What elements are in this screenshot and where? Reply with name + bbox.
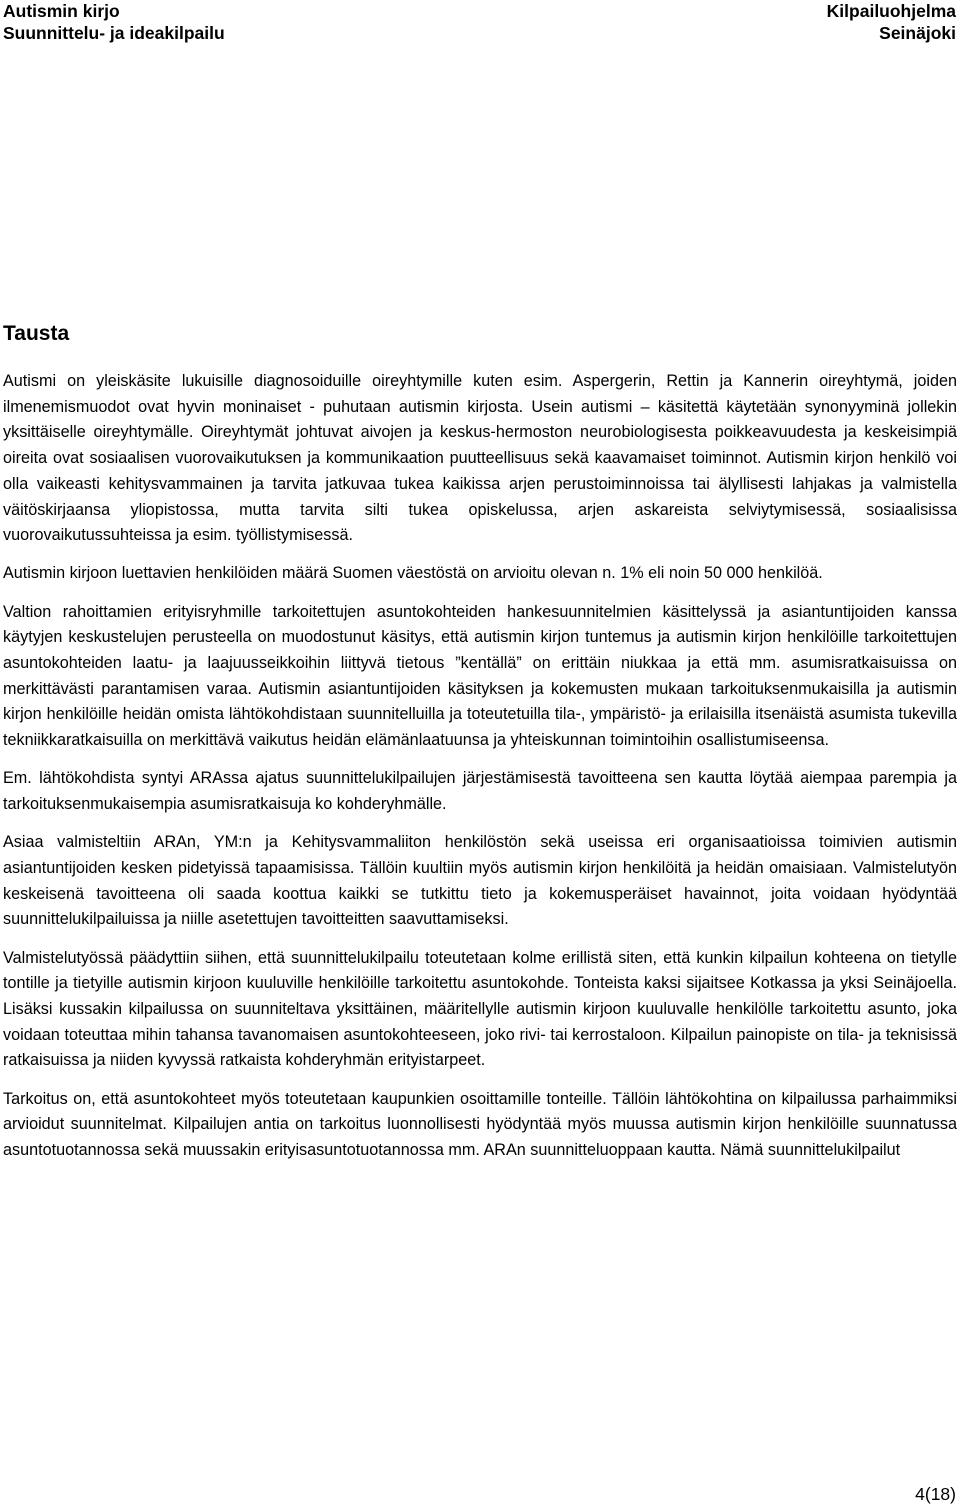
- paragraph-4: Em. lähtökohdista syntyi ARAssa ajatus suunnittelukilpailujen järjestämisestä tavoitteena sen kautta löytää aiempaa parempia ja tarkoituksenmukaisempia asumisratkaisuja ko kohderyhmälle.: [3, 769, 957, 814]
- paragraph-5: Asiaa valmisteltiin ARAn, YM:n ja Kehitysvammaliiton henkilöstön sekä useissa eri organisaatioissa toimivien autismin asiantuntijoiden kesken pidetyissä tapaamisissa. Tällöin kuultiin myös autismin kirjon henkilöitä ja heidän omaisiaan. Valmistelutyön keskeisenä tavoitteena oli saada koottua kaikki se tutkittu tieto ja kokemusperäiset havainnot, joita voidaan hyödyntää suunnittelukilpailuissa ja niille asetettujen tavoitteitten saavuttamiseksi.: [3, 833, 957, 929]
- header-location: Seinäjoki: [879, 23, 956, 43]
- section-title: Tausta: [3, 322, 70, 345]
- paragraph-2: Autismin kirjoon luettavien henkilöiden määrä Suomen väestöstä on arvioitu olevan n. 1% eli noin 50 000 henkilöä.: [3, 564, 823, 583]
- page-number: 4(18): [915, 1484, 956, 1504]
- body-text: [3, 369, 957, 1176]
- paragraph-3: Valtion rahoittamien erityisryhmille tarkoitettujen asuntokohteiden hankesuunnitelmien käsittelyssä ja asiantuntijoiden kanssa käytyjen keskustelujen perusteella on muodostunut käsitys, että autismin kirjon tuntemus ja autismin kirjon henkilöille tarkoitettujen asuntokohteiden laatu- ja laajuusseikkoihin liittyvä tietous ”kentällä” on erittäin niukkaa ja että mm. asumisratkaisuissa on merkittävästi parantamisen varaa. Autismin asiantuntijoiden käsityksen ja kokemusten mukaan tarkoituksenmukaisilla ja autismin kirjon henkilöille heidän omista lähtökohdistaan suunnitelluilla ja toteutetuilla tila-, ympäristö- ja erilaisilla itsenäistä asumista tukevilla tekniikkaratkaisuilla on merkittävä vaikutus heidän elämänlaatuunsa ja yhteiskunnan toimintoihin osallistumiseensa.: [3, 602, 957, 750]
- document-header-right: [827, 0, 956, 44]
- paragraph-7: Tarkoitus on, että asuntokohteet myös toteutetaan kaupunkien osoittamille tonteille. Tällöin lähtökohtina on kilpailussa parhaimmiksi arvioidut suunnitelmat. Kilpailujen antia on tarkoitus luonnollisesti hyödyntää myös muussa autismin kirjon henkilöille suunnatussa asuntotuotannossa sekä muussakin erityisasuntotuotannossa mm. ARAn suunnitteluoppaan kautta. Nämä suunnittelukilpailut: [3, 1089, 957, 1159]
- header-doc-type: Kilpailuohjelma: [826, 1, 956, 21]
- paragraph-1: Autismi on yleiskäsite lukuisille diagnosoiduille oireyhtymille kuten esim. Aspergerin, Rettin ja Kannerin oireyhtymä, joiden ilmenemismuodot ovat hyvin moninaiset - puhutaan autismin kirjosta. Usein autismi – käsitettä käytetään synonyyminä jollekin yksittäiselle oireyhtymälle. Oireyhtymät johtuvat aivojen ja keskus-hermoston neurobiologisesta poikkeavuudesta ja keskeisimpiä oireita ovat sosiaalisen vuorovaikutuksen ja kommunikaation puutteellisuus sekä kaavamaiset toiminnot. Autismin kirjon henkilö voi olla vaikeasti kehitysvammainen ja tarvita jatkuvaa tukea kaikissa arjen perustoiminnoissa tai älyllisesti lahjakas ja valmistella väitöskirjaansa yliopistossa, mutta tarvita silti tukea opiskelussa, arjen askareista selviytymisessä, sosiaalisissa vuorovaikutussuhteissa ja esim. työllistymisessä.: [3, 372, 957, 545]
- header-title: Autismin kirjo: [3, 1, 120, 21]
- document-header-left: [3, 0, 225, 44]
- paragraph-6: Valmistelutyössä päädyttiin siihen, että suunnittelukilpailu toteutetaan kolme erillistä siten, että kunkin kilpailun kohteena on tietylle tontille ja tietyille autismin kirjoon kuuluville henkilöille tarkoitettu asuntokohde. Tonteista kaksi sijaitsee Kotkassa ja yksi Seinäjoella. Lisäksi kussakin kilpailussa on suunniteltava yksittäinen, määritellylle autismin kirjoon kuuluvalle henkilölle tarkoitettu asunto, joka voidaan toteuttaa mihin tahansa tavanomaisen asuntokohteeseen, joko rivi- tai kerrostaloon. Kilpailun painopiste on tila- ja teknisissä ratkaisuissa ja niiden kyvyssä ratkaista kohderyhmän erityistarpeet.: [3, 948, 957, 1070]
- header-subtitle: Suunnittelu- ja ideakilpailu: [3, 23, 225, 43]
